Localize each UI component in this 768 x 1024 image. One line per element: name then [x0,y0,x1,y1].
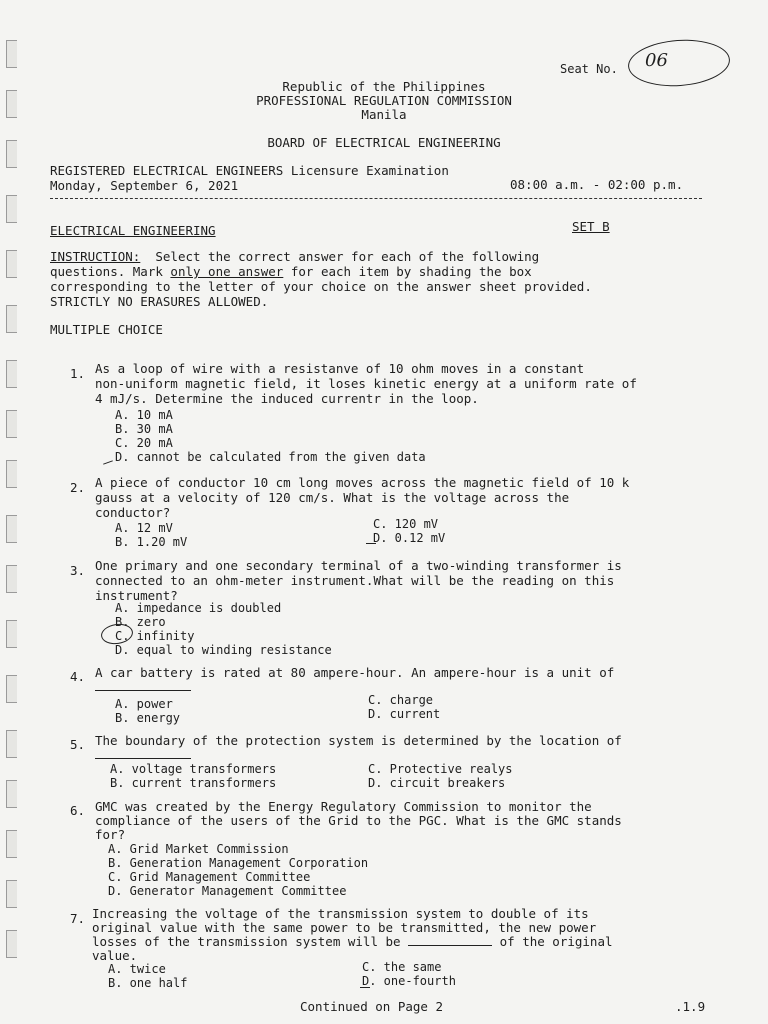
option: C. infinity [115,629,195,643]
question-number: 6. [70,803,86,818]
page-code: .1.9 [675,999,706,1014]
option: C. 120 mV [373,517,439,531]
question-number: 5. [70,737,86,752]
option: D. equal to winding resistance [115,643,332,657]
header-republic: Republic of the Philippines [282,79,486,94]
seat-number: 06 [645,50,668,71]
continued-note: Continued on Page 2 [300,999,443,1014]
option: A. twice [108,962,166,976]
option: C. 20 mA [115,436,173,450]
option: A. impedance is doubled [115,601,282,615]
option: B. current transformers [110,776,277,790]
header-board: BOARD OF ELECTRICAL ENGINEERING [267,135,501,150]
option: A. 12 mV [115,521,173,535]
question-text: instrument? [95,588,178,603]
option: D. cannot be calculated from the given data [115,450,426,464]
exam-time: 08:00 a.m. - 02:00 p.m. [510,177,684,192]
question-number: 2. [70,480,86,495]
question-number: 7. [70,911,86,926]
option: D. Generator Management Committee [108,884,347,898]
exam-title: REGISTERED ELECTRICAL ENGINEERS Licensure Examination [50,163,449,178]
answer-mark [360,987,370,988]
question-text: The boundary of the protection system is determined by the location of [95,733,622,748]
instruction-line-1: INSTRUCTION: Select the correct answer for each of the following [50,249,540,264]
option: B. zero [115,615,166,629]
question-text: As a loop of wire with a resistanve of 10 ohm moves in a constant [95,361,585,376]
question-text: GMC was created by the Energy Regulatory Commission to monitor the [95,799,592,814]
option: C. charge [368,693,434,707]
question-number: 3. [70,563,86,578]
option: D. one-fourth [362,974,456,988]
question-text: One primary and one secondary terminal of a two-winding transformer is [95,558,622,573]
instruction-line-4: STRICTLY NO ERASURES ALLOWED. [50,294,269,309]
option: B. 1.20 mV [115,535,188,549]
option: D. 0.12 mV [373,531,446,545]
question-text: compliance of the users of the Grid to the PGC. What is the GMC stands [95,813,622,828]
option: D. current [368,707,441,721]
question-text: 4 mJ/s. Determine the induced currentr in the loop. [95,391,479,406]
option: B. 30 mA [115,422,173,436]
option: C. Grid Management Committee [108,870,311,884]
question-text: A piece of conductor 10 cm long moves across the magnetic field of 10 k [95,475,630,490]
header-divider [50,198,702,199]
option: A. power [115,697,173,711]
question-text: A car battery is rated at 80 ampere-hour. An ampere-hour is a unit of [95,665,615,680]
exam-date: Monday, September 6, 2021 [50,178,239,193]
seat-label: Seat No. [560,62,618,76]
question-text: original value with the same power to be transmitted, the new power [92,920,597,935]
option: A. voltage transformers [110,762,277,776]
option: B. Generation Management Corporation [108,856,369,870]
header-prc: PROFESSIONAL REGULATION COMMISSION [256,93,512,108]
option: C. Protective realys [368,762,513,776]
option: B. energy [115,711,181,725]
question-text: for? [95,827,126,842]
question-number: 1. [70,366,86,381]
question-text: gauss at a velocity of 120 cm/s. What is the voltage across the [95,490,570,505]
header-manila: Manila [361,107,407,122]
option: B. one half [108,976,188,990]
question-text: non-uniform magnetic field, it loses kinetic energy at a uniform rate of [95,376,637,391]
binding-edge [0,0,26,1024]
question-text: Increasing the voltage of the transmission system to double of its [92,906,589,921]
answer-mark [366,543,376,544]
option: A. Grid Market Commission [108,842,289,856]
question-text: conductor? [95,505,171,520]
option: C. the same [362,960,442,974]
set-label: SET B [572,219,610,234]
answer-blank [95,680,191,694]
question-text: connected to an ohm-meter instrument.What will be the reading on this [95,573,615,588]
question-number: 4. [70,669,86,684]
answer-mark [103,460,113,464]
answer-blank [95,748,191,762]
option: D. circuit breakers [368,776,506,790]
section-title: MULTIPLE CHOICE [50,322,163,337]
option: A. 10 mA [115,408,173,422]
instruction-line-3: corresponding to the letter of your choice on the answer sheet provided. [50,279,592,294]
subject-title: ELECTRICAL ENGINEERING [50,223,216,238]
instruction-line-2: questions. Mark only one answer for each item by shading the box [50,264,532,279]
question-text: value. [92,948,138,963]
question-text: losses of the transmission system will be of the original [92,934,613,949]
